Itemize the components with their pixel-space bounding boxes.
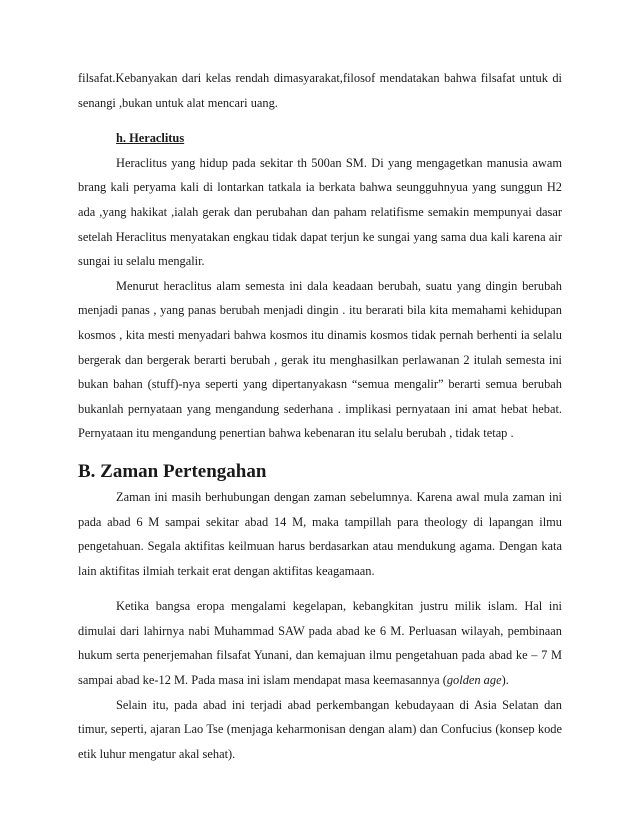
section-b-title: B. Zaman Pertengahan xyxy=(78,460,267,482)
section-b-paragraph-1: Zaman ini masih berhubungan dengan zaman sebelumnya. Karena awal mula zaman ini pada abad 6 M sampai sekitar abad 14 M, maka tampillah para theology di lapangan ilmu pengetahuan. Segala aktifitas keilmuan harus berdasarkan atau mendukung agama. Dengan kata lain aktifitas ilmiah terkait erat dengan aktifitas keagamaan. xyxy=(78,489,562,578)
heraclitus-paragraph-2: Menurut heraclitus alam semesta ini dala keadaan berubah, suatu yang dingin berubah menjadi panas , yang panas berubah menjadi dingin . itu berarati bila kita memahami kehidupan kosmos , kita mesti menyadari bahwa kosmos itu dinamis kosmos tidak pernah berhenti ia selalu bergerak dan bergerak berarti berubah , gerak itu menghasilkan perlawanan 2 itulah semesta ini bukan bahan (stuff)-nya seperti yang dipertanyakasn “semua mengalir” berarti semua berubah bukanlah pernyataan yang mengandung sederhana . implikasi pernyataan ini amat hebat hebat. Pernyataan itu mengandung penertian bahwa kebenaran itu selalu berubah , tidak tetap . xyxy=(78,278,562,441)
section-b-paragraph-2-end: ). xyxy=(501,673,509,688)
section-b-paragraph-2-text: Ketika bangsa eropa mengalami kegelapan, kebangkitan justru milik islam. Hal ini dimulai dari lahirnya nabi Muhammad SAW pada abad ke 6 M. Perluasan wilayah, pembinaan hukum serta penerjemahan filsafat Yunani, dan kemajuan ilmu pengetahuan pada abad ke – 7 M sampai abad ke-12 M. Pada masa ini islam mendapat masa keemasannya ( xyxy=(78,599,562,688)
golden-age-term: golden age xyxy=(446,673,502,688)
section-b-paragraph-3: Selain itu, pada abad ini terjadi abad perkembangan kebudayaan di Asia Selatan dan timur, seperti, ajaran Lao Tse (menjaga keharmonisan dengan alam) dan Confucius (konsep kode etik luhur mengatur akal sehat). xyxy=(78,697,562,761)
section-b-paragraph-2 xyxy=(78,594,562,692)
intro-paragraph: filsafat.Kebanyakan dari kelas rendah dimasyarakat,filosof mendatakan bahwa filsafat untuk di senangi ,bukan untuk alat mencari uang. xyxy=(78,71,562,110)
page-content xyxy=(78,66,562,766)
heraclitus-heading: h. Heraclitus xyxy=(116,131,185,146)
heraclitus-paragraph-1: Heraclitus yang hidup pada sekitar th 500an SM. Di yang mengagetkan manusia awam brang kali peryama kali di lontarkan tatkala ia berkata bahwa seungguhnyua yang sunggun H2 ada ,yang hakikat ,ialah gerak dan perubahan dan paham relatifisme semakin mempunyai dasar setelah Heraclitus menyatakan engkau tidak dapat terjun ke sungai yang sama dua kali karena air sungai iu selalu mengalir. xyxy=(78,155,562,269)
